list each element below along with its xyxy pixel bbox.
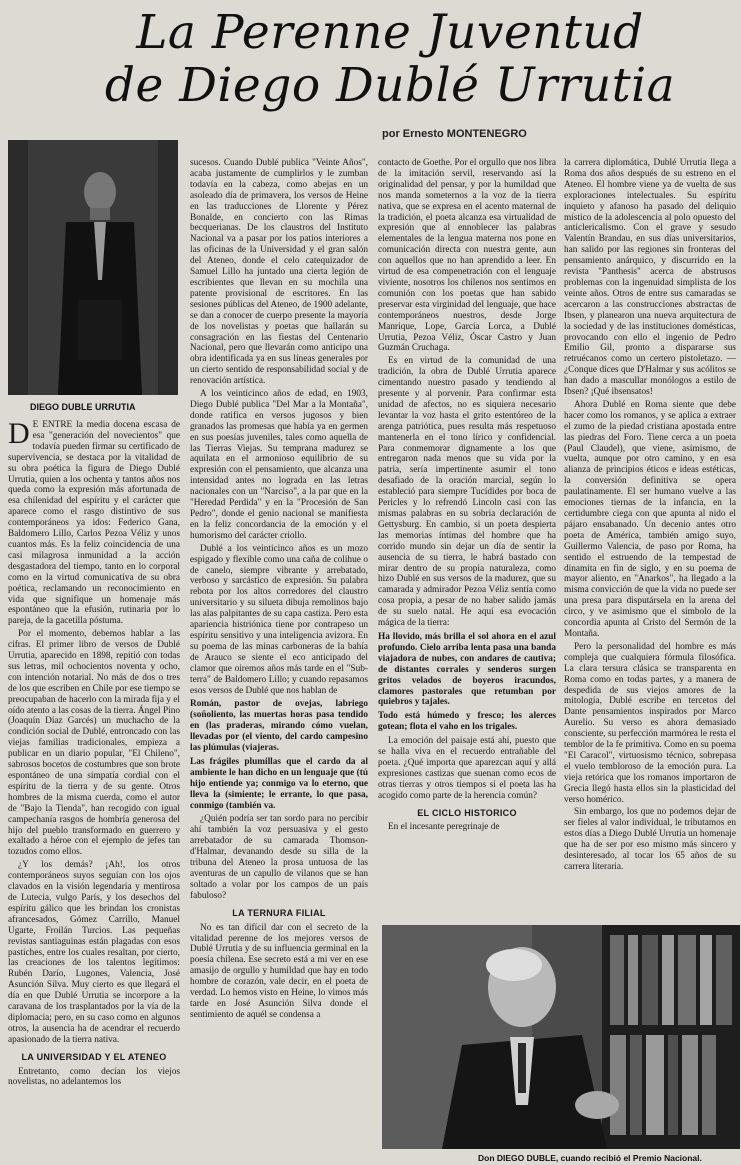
drop-cap: D [8, 420, 30, 450]
col2-para-5: No es tan difícil dar con el secreto de la vitalidad perenne de los mejores versos de Dublé Urrutia y de su influencia germinal en la poesía chilena. Ese secreto está a mi ver en ese amasijo de orgullo y humildad que hay en todo hombre de corazón, vale decir, en el poeta de verdad. Lo hemos visto en Heine, lo vimos más tarde en José Asunción Silva donde el sentimiento de aquél se condensa a [190, 922, 368, 1020]
portrait-photo [8, 140, 178, 395]
col4-para-1: la carrera diplomática, Dublé Urrutia llega a Roma dos años después de su estreno en el Ateneo. El hombre viene ya de vuelta de sus exploraciones intelectuales. Su espíritu inquieto y afanoso ha pasado del deliquio místico de la adolescencia al polo opuesto del anticlericalismo. Con el grave y sesudo Valentín Brandau, en sus días universitarios, han salido por las regiones sin fronteras del pensamiento anárquico, y discurrido en la revista "Panthesis" acerca de abstrusos problemas con la ingenuidad simplista de los veinte años. Otros de entre sus camaradas se acercaron a las construcciones abstractas de Ibsen, y planearon una nueva arquitectura de la sociedad y de las instituciones domésticas, provocando con ello el ingenio de Pedro Emilio Gil, pronto a dispararse sus retruécanos como un certero pistoletazo. —¿Conque dices que D'Halmar y sus acólitos se han dado a mascullar monólogos a estilo de Ibsen? ¡Qué ibsensatos! [564, 158, 736, 398]
column-3 [378, 158, 556, 920]
col2-verse-2: Las frágiles plumillas que el cardo da al ambiente le han dicho en un lenguaje que (tú hijo entiende ya; conmigo va lo eterno, que lleva la (simiente; le errante, lo que pasa, conmigo (también va. [190, 756, 368, 811]
col2-para-2: A los veinticinco años de edad, en 1903, Diego Dublé publica "Del Mar a la Montaña", donde ratifica en versos jugosos y bien granados las promesas que había ya en germen en sus poesías juveniles, tales como aquella de las Tierras Viejas. Su temprana madurez se aquilata en el armonioso equilibrio de su expresión con el pensamiento, que alcanza una intensidad antes no lograda en las letras nacionales con un "Narciso", a la par que en la "Heredad Perdida" y en la "Procesión de San Pedro", donde el genio nacional se manifiesta en la feliz concordancia de la emoción y el humorismo del carácter criollo. [190, 389, 368, 541]
col3-subheading: EL CICLO HISTORICO [417, 807, 517, 818]
col3-para-3: La emoción del paisaje está ahí, puesto que se halla viva en el recuerdo entrañable del poeta. ¿Qué importa que aparezcan aquí y allá expresiones castizas que suenan como ecos de otras tierras y otros tiempos si el poeta las ha acogido como parte de la herencia común? [378, 736, 556, 801]
column-4 [564, 158, 736, 920]
portrait-caption: DIEGO DUBLE URRUTIA [30, 402, 136, 412]
col3-verse-1: Ha llovido, más brilla el sol ahora en el azul profundo. Cielo arriba lenta pasa una banda viajadora de nubes, con andares de cautiva; de distantes corrales y senderos surgen gritos velados de boyeros iracundos, clamores pastorales que retumban por quiebros y tajales. [378, 631, 556, 708]
headline-line-2: de Diego Dublé Urrutia [104, 58, 676, 113]
headline-line-1: La Perenne Juventud [136, 5, 644, 60]
award-caption: Don DIEGO DUBLE, cuando recibió el Premio Nacional. [478, 1153, 702, 1163]
col1-subheading: LA UNIVERSIDAD Y EL ATENEO [21, 1051, 167, 1062]
col1-para-2: Por el momento, debemos hablar a las cifras. El primer libro de versos de Dublé Urrutia, aparecido en 1898, repitió con todas sus letras, mil ochocientos noventa y ocho, con intención notarial. No más de dos o tres de los que escriben en Chile por ese tiempo se preocupaban de hacerlo con la mirada fija y el oído atento a las cosas de la tierra. Ángel Pino (Joaquín Díaz Garcés) un muchacho de la condición social de Dublé, entroncado con las viejas familias tradicionales, empieza a publicar en un diario popular, "El Chileno", sabrosos bocetos de costumbres que son brote espontáneo de una simpatía cordial con el espíritu de la tierra y de su gente. Otros hombres de la misma cuerda, como el autor de "Bajo la Tienda", han recogido con igual campechanía rasgos de hombría generosa del hijo del pueblo transformado en guerrero y exaltado a héroe con el ejemplo de jefes tan tozudos como ellos. [8, 629, 180, 858]
col2-verse-1: Román, pastor de ovejas, labriego (soñoliento, las muertas horas pasa tendido en (las praderas, mirando cómo vuelan, llevadas por (el viento, del cardo campesino las plúmulas (viajeras. [190, 699, 368, 754]
column-1 [8, 420, 180, 1165]
col3-para-4: En el incesante peregrinaje de [388, 822, 500, 833]
col2-para-1: sucesos. Cuando Dublé publica "Veinte Años", acaba justamente de cumplirlos y le zumban todavía en la cabeza, como abejas en un asoleado día de primavera, los versos de Heine en las traducciones de Llorente y Pérez Bonalde, en concierto con las Rimas becquerianas. De los claustros del Instituto Nacional va a pasar por los patios interiores a las oficinas de la Universidad y el gran salón del Ateneo, donde el celo catequizador de Samuel Lillo ha juntado una cierta legión de escribientes que llevan en su mochila una patente provisional de escritores. En las sesiones públicas del Ateneo, de 1900 adelante, se dan a conocer de cuerpo presente la mayoría de los novelistas y poetas que hallarán su consagración en las fiestas del Centenario Nacional, pero que llevarán como anticipo una obra identificada ya en sus líneas generales por un cierto sentido de responsabilidad social y de renovación artística. [190, 158, 368, 387]
column-2 [190, 158, 368, 1165]
col1-para-4: Entretanto, como decían los viejos novelistas, no adelantemos los [8, 1066, 180, 1088]
col2-subheading: LA TERNURA FILIAL [232, 907, 326, 918]
col4-para-2: Ahora Dublé en Roma siente que debe hacer como los romanos, y se aplica a extraer el zumo de la piedad cristiana apostada entre las piedras del Foro. Tiene cerca a un poeta (Paul Claudel), que viene, asimismo, de vuelta, aunque por otro camino, y en esa alianza de principios éticos e ideas estéticas, la conversión definitiva se opera paulatinamente. El ser humano vuelve a las emociones tiernas de la infancia, en la certidumbre ciega con que apunta al nido el pájaro ensabanado. Un decenio antes otro poeta de América, también amigo suyo, Guillermo Valencia, de paso por Roma, ha sentido el estruendo de la tempestad de dinamita en fin de siglo, y en su poema de mayor aliento, en "Anarkos", ha llegado a la misma convicción de que la vida no puede ser una presa para disputársela en la arena del circo, y ve asimismo que el símbolo de la concordia apunta al Cristo del Sermón de la Montaña. [564, 399, 736, 639]
award-photo-scene [382, 925, 740, 1149]
col4-para-3: Pero la personalidad del hombre es más compleja que cualquiera fórmula filosófica. La clara tersura clásica se transparenta en Roma como en todas partes, y a manera de despedida de sus viejos amores de la mitología, Dublé escribe en tercetos del Dante pensamientos inspirados por Marco Aurelio. Su verso es ahora demasiado consciente, su perfección marmórea le resta el temblor de la fe primitiva. Como en su poema "El Caracol", virtuosismo técnico, sobrepasa el vuelo tembloroso de la emoción pura. La vieja retórica que los romanos importaron de Grecia llegó hasta ellos sin la plasticidad del verso homérico. [564, 641, 736, 805]
col2-para-3: Dublé a los veinticinco años es un mozo espigado y flexible como una caña de colihue o de canelo, siempre vibrante y arrebatado, verboso y sarcástico de expresión. Su palabra rebota por los altos corredores del claustro universitario y su silueta dibuja remolinos bajo las alas palpitantes de su capa castiza. Pero esta apariencia histriónica tiene por contrapeso un espíritu sensitivo y una inteligencia avizora. En su poema de las minas carboneras de la bahía de Arauco se siente el eco anticipado del clamor que oiremos años más tarde en el "Sub-terra" de Baldomero Lillo; y cuando repasamos esos versos de Dublé que nos hablan de [190, 543, 368, 696]
col1-para-3: ¿Y los demás? ¡Ah!, los otros contemporáneos suyos seguían con los ojos clavados en la visión legendaria y mentirosa de Lutecia, vulgo París, y los desechos del espíritu gálico que les brindan los cronistas afrancesados, Gómez Carrillo, Manuel Ugarte, Froilán Turcios. Las pequeñas revistas santiaguinas están plagadas con esos pastiches, entre los cuales resaltan, por cierto, las creaciones de los talentos legítimos: Rubén Darío, Lugones, Valencia, José Asunción Silva. Muy cierto es que llegará el día en que Dublé Urrutia se incorpore a la caravana de los trasplantados por la vía de la diplomacia; pero, en su caso como en algunos otros, la ausencia ha de acendrar el recuerdo apasionado de la tierra nativa. [8, 860, 180, 1045]
award-photo [382, 925, 740, 1149]
portrait-figure [8, 140, 178, 395]
col4-para-4: Sin embargo, los que no podemos dejar de ser fieles al valor individual, le tributamos en estos días a Diego Dublé Urrutia un homenaje que ha de ser por eso mismo más sincero y desinteresado, al tocar los 65 años de su carrera literaria. [564, 807, 736, 872]
col3-verse-2: Todo está húmedo y fresco; los alerces gotean; flota el vaho en los trigales. [378, 711, 556, 733]
byline: por Ernesto MONTENEGRO [382, 128, 527, 140]
col1-para-1: D E ENTRE la media docena escasa de esa "generación del novecientos" que todavía pueden firmar su certificado de supervivencia, se destaca por la vitalidad de su obra poética la figura de Diego Dublé Urrutia, quien a los ochenta y tantos años nos queda como la expresión más afortunada de esa chilenidad del espíritu y el carácter que aparece como el rasgo distintivo de sus contemporáneos ya idos: Federico Gana, Baldomero Lillo, Carlos Pezoa Véliz y unos cuantos más. Es la feliz coincidencia de una casi milagrosa inmunidad a la acción desgastadora del tiempo, tanto en lo corporal como en la virtud comunicativa de su obra poética, reclamando un reconocimiento en vida que signifique un homenaje más espontáneo que la efusión, rutinaria por lo pareja, de la gacetilla póstuma. [8, 420, 180, 627]
headline [40, 6, 740, 112]
col3-para-2: Es en virtud de la comunidad de una tradición, la obra de Dublé Urrutia aparece cimentando nuestro pasado y tendiendo al presente y al porvenir. Para confirmar esta unidad de afectos, no es siquiera necesario levantar la voz hasta el grito estentóreo de la arenga patriótica, pues resulta más respetuoso mantenerla en el tono lírico y confidencial. Para conmemorar dignamente a los que entregaron nada menos que su vida por la patria, sería impertinente asumir el tono desafiado de la oración marcial, según lo estableció para siempre Tucídides por boca de Pericles y lo refrendó Lincoln casi con las mismas palabras en su sobria declaración de Gettysburg. En cambio, si un poeta despierta las memorias íntimas del hombre que ha corrido mundo sin dejar un día de sentir la ausencia de su tierra, le habrá bastado con mirar dentro de su propia naturaleza, como hizo Dublé en sus versos de la madurez, que su camarada y admirador Pezoa Véliz sentía como cosa propia, a pesar de no haber salido jamás de su suelo natal. He aquí esa evocación mágica de la tierra: [378, 356, 556, 629]
col3-para-1: contacto de Goethe. Por el orgullo que nos libra de la imitación servil, reservando así la originalidad del pensar, y por la humildad que nos manda someternos a la voz de la tierra nativa, que se expresa en el acento maternal de la tradición, el poeta alcanza esa virtualidad de expresión que al ennoblecer las palabras elementales de la lengua materna nos pone en comunicación directa con nuestra gente, aun con aquellos que no han aprendido a leer. En virtud de esa compenetración con el lenguaje viviente, nosotros los chilenos nos sentimos en comunión con los poetas que han sabido preservar esta virginidad del lenguaje, que hace contemporáneos nuestros, desde Jorge Manrique, Lope, García Lorca, a Dublé Urrutia, Pezoa Véliz, Óscar Castro y Juan Guzmán Cruchaga. [378, 158, 556, 354]
col2-para-4: ¿Quién podría ser tan sordo para no percibir ahí también la voz persuasiva y el gesto arrebatador de su camarada Thomson-d'Halmar, devanando desde su silla de la tribuna del Ateneo la prosa untuosa de las aventuras de un capullo de vilanos que se han soltado a volar por los campos de un país fabuloso? [190, 814, 368, 901]
